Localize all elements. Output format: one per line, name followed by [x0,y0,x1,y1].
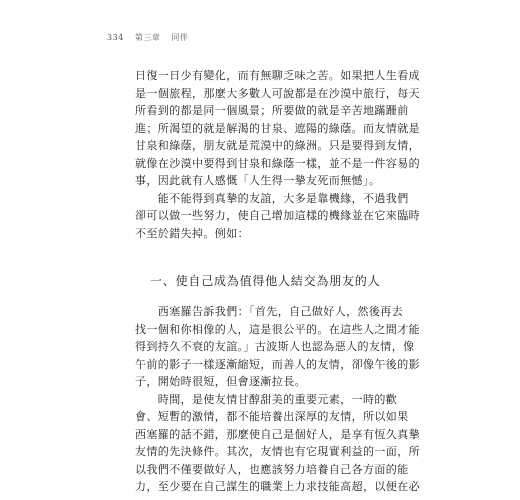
body-text-block-1 [135,67,420,242]
page-number: 334 [107,33,124,42]
text-line: 事，因此就有人感慨「人生得一摯友死而無憾」。 [135,174,381,187]
text-line: 日復一日少有變化，而有無聊乏味之苦。如果把人生看成 [135,69,420,82]
text-line: 得到持久不衰的友誼。」古波斯人也認為惡人的友情，像 [135,340,415,353]
text-line: 能不能得到真摯的友誼，大多是靠機緣，不過我們 [135,191,409,205]
text-line: 力，至少要在自己謀生的職業上力求技能高超，以便在必 [135,480,420,493]
text-line: 找一個和你相像的人，這是很公平的。在這些人之間才能 [135,322,420,336]
text-line: 卻可以做一些努力，使自己增加這樣的機緣並在它來臨時 [135,209,420,222]
section-heading: 一、使自己成為值得他人結交為朋友的人 [150,274,381,288]
text-line: 所看到的都是同一個風景；所要做的就是辛苦地蹣跚前 [135,104,409,117]
text-line: 進；所渴望的就是解渴的甘泉、遮陽的綠蔭。而友情就是 [135,121,420,135]
body-text-block-2 [135,303,420,496]
text-line: 就像在沙漠中要得到甘泉和綠蔭一樣，並不是一件容易的 [135,156,420,170]
text-line: 時間，是使友情甘醇甜美的重要元素，一時的歡 [135,392,398,406]
text-line: 甘泉和綠蔭，朋友就是荒漠中的綠洲。只是要得到友情， [135,139,420,152]
text-line: 午前的影子一樣逐漸縮短，而善人的友情，卻像午後的影 [135,357,420,371]
text-line: 不至於錯失掉。例如： [135,226,249,240]
text-line: 西塞羅的話不錯，那麼使自己是個好人，是享有恆久真摯 [135,427,420,441]
running-head [107,32,196,43]
text-line: 是一個旅程，那麼大多數人可說都是在沙漠中旅行，每天 [135,86,420,100]
text-line: 友情的先決條件。其次，友情也有它現實利益的一面，所 [135,445,420,458]
chapter-label: 第三章 [134,33,161,42]
text-line: 子，開始時很短，但會逐漸拉長。 [135,375,306,388]
chapter-title: 同伴 [171,33,189,42]
text-line: 會、短暫的激情，都不能培養出深厚的友情，所以如果 [135,410,409,423]
text-line: 以我們不僅要做好人，也應該努力培養自己各方面的能 [135,462,409,476]
text-line: 西塞羅告訴我們：「首先，自己做好人，然後再去 [135,305,404,318]
